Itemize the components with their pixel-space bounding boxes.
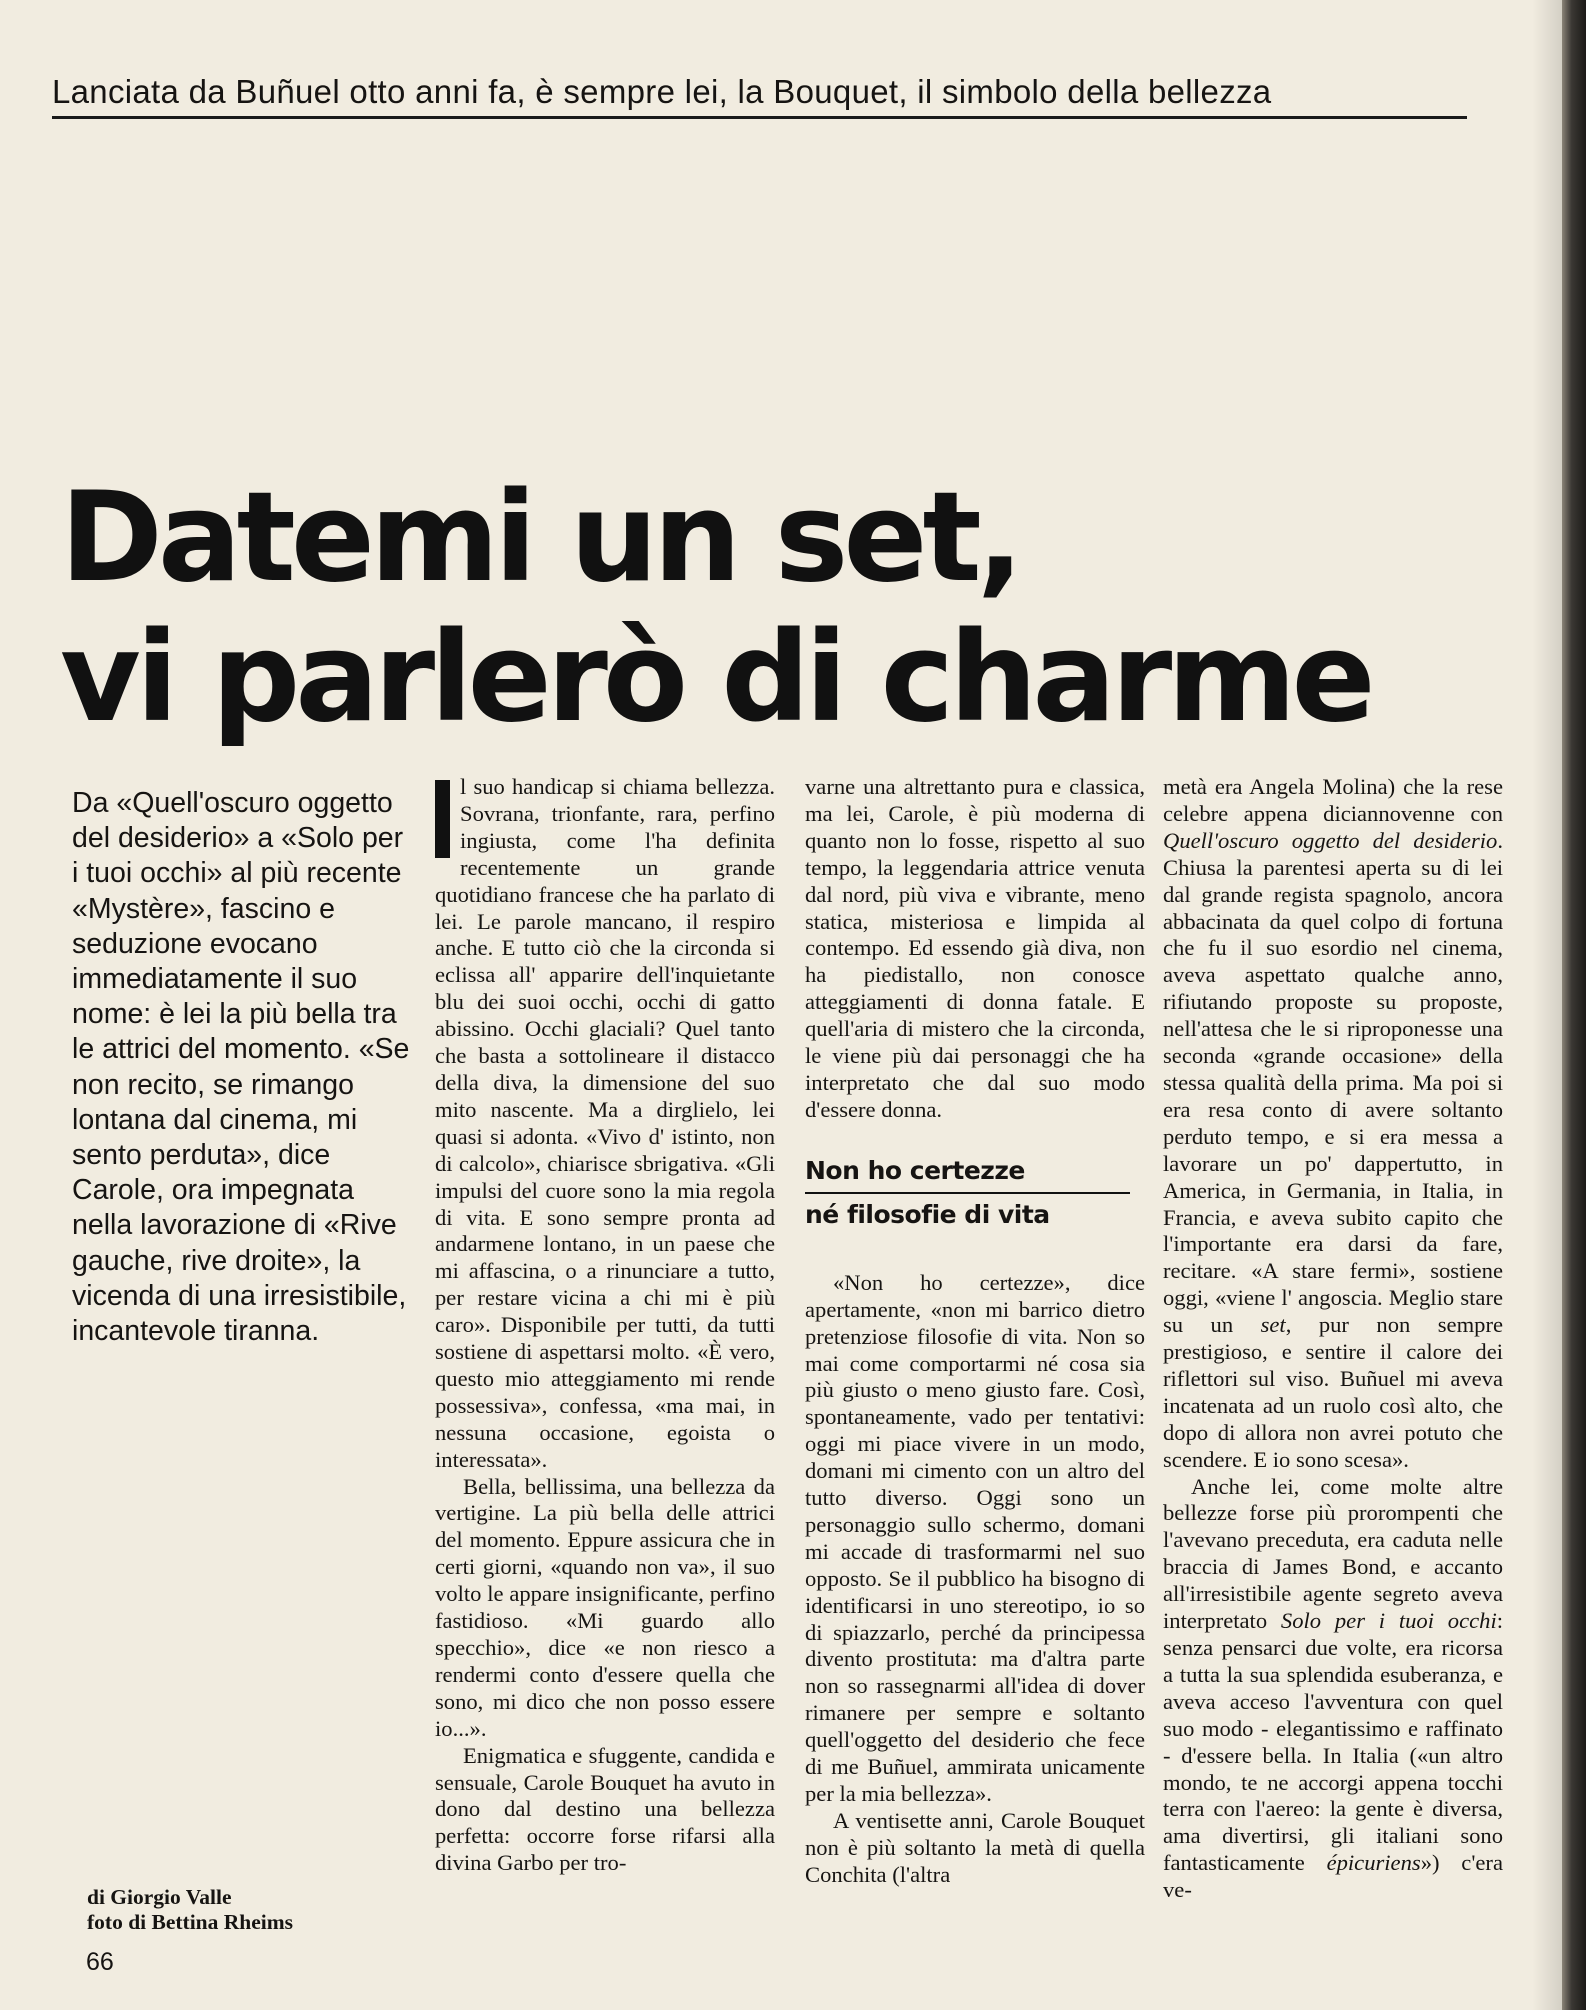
deck-intro: Da «Quell'oscuro oggetto del desiderio» a «Solo per i tuoi occhi» al più recente «Mystère», fascino e seduzione evocano immediatamente il suo nome: è lei la più bella tra le attrici del momento. «Se non recito, se rimango lontana dal cinema, mi sento perduta», dice Carole, ora impegnata nella lavorazione di «Rive gauche, rive droite», la vicenda di una irresistibile, incantevole tiranna. xyxy=(72,787,410,1348)
text-run: . Chiusa la parentesi aperta su di lei dal grande regista spagnolo, ancora abbacinata da quel colpo di fortuna che fu il suo esordio nel cinema, aveva aspettato qualche anno, rifiutando proposte su proposte, nell'attesa che le si riproponesse una seconda «grande occasione» della stessa qualità della prima. Ma poi si era resa conto di avere soltanto perduto tempo, e si era messa a lavorare un po' dappertutto, in America, in Germania, in Italia, in Francia, e aveva subito capito che l'importante era darsi da fare, recitare. «A stare fermi», sostiene oggi, «viene l' angoscia. Meglio stare su un xyxy=(1163,827,1503,1338)
headline-line-2: vi parlerò di charme xyxy=(60,606,1371,750)
headline-line-1: Datemi un set, xyxy=(60,466,1019,610)
text-run: Anche lei, come molte altre bellezze forse più prorompenti che l'avevano preceduta, era caduta nelle braccia di James Bond, e accanto all'irresistibile agente segreto aveva interpretato xyxy=(1163,1473,1503,1634)
page-gutter-shadow xyxy=(1532,0,1562,2010)
photo-credit: foto di Bettina Rheims xyxy=(87,1910,294,1934)
article-column-2 xyxy=(805,774,1145,1889)
subheading-line-1: Non ho certezze xyxy=(805,1154,1130,1194)
text-run: ») c'era ve- xyxy=(1163,1850,1503,1903)
subheading xyxy=(805,1154,1130,1236)
page-edge xyxy=(1562,0,1586,2010)
kicker-line: Lanciata da Buñuel otto anni fa, è sempre lei, la Bouquet, il simbolo della bellezza xyxy=(52,70,1467,119)
paragraph xyxy=(1163,1474,1503,1905)
paragraph: varne una altrettanto pura e classica, ma lei, Carole, è più moderna di quanto non lo fosse, rispetto al suo tempo, la leggendaria attrice venuta dal nord, più viva e vibrante, meno statica, misteriosa e limpida al contempo. Ed essendo già diva, non ha piedistallo, non conosce atteggiamenti di donna fatale. E quell'aria di mistero che la circonda, le viene più dai personaggi che ha interpretato che dal suo modo d'essere donna. xyxy=(805,774,1145,1122)
byline xyxy=(87,1885,293,1935)
film-title: Solo per i tuoi occhi xyxy=(1280,1608,1497,1634)
italic-word: set xyxy=(1260,1312,1286,1338)
article-column-1 xyxy=(435,774,775,1877)
text-run: , pur non sempre prestigioso, e sentire il calore dei riflettori sul viso. Buñuel mi aveva incatenata ad un ruolo così alto, che dopo di allora non avrei potuto che scendere. E io sono scesa». xyxy=(1163,1312,1503,1472)
text-run: metà era Angela Molina) che la rese celebre appena diciannovenne con xyxy=(1163,774,1503,826)
paragraph: Enigmatica e sfuggente, candida e sensuale, Carole Bouquet ha avuto in dono dal destino una bellezza perfetta: occorre forse rifarsi alla divina Garbo per tro- xyxy=(435,1742,775,1876)
headline xyxy=(60,468,1540,748)
paragraph: A ventisette anni, Carole Bouquet non è più soltanto la metà di quella Conchita (l'altra xyxy=(805,1807,1145,1887)
paragraph xyxy=(1163,774,1503,1474)
paragraph xyxy=(435,774,775,1474)
italic-word: épicuriens xyxy=(1326,1850,1421,1876)
text-run: : senza pensarci due volte, era ricorsa a tutta la sua splendida esuberanza, e aveva acceso l'avventura con quel suo modo - elegantissimo e raffinato - d'essere bella. In Italia («un altro mondo, te ne accorgi appena tocchi terra con l'aereo: la gente è diversa, ama divertirsi, gli italiani sono fantasticamente xyxy=(1163,1608,1503,1876)
author-credit: di Giorgio Valle xyxy=(87,1885,232,1909)
page-number: 66 xyxy=(86,1948,114,1976)
paragraph: «Non ho certezze», dice apertamente, «non mi barrico dietro pretenziose filosofie di vita. Non so mai come comportarmi né cosa sia più giusto o meno giusto fare. Così, spontaneamente, vado per tentativi: oggi mi piace vivere in un modo, domani mi cimento con un altro del tutto diverso. Oggi sono un personaggio sullo schermo, domani mi accade di trasformarmi nel suo opposto. Se il pubblico ha bisogno di identificarsi in uno stereotipo, io so di spiazzarlo, perché da principessa divento prostituta: ma d'altra parte non so rassegnarmi all'idea di dover rimanere per sempre e soltanto quell'oggetto del desiderio che fece di me Buñuel, ammirata unicamente per la mia bellezza». xyxy=(805,1269,1145,1806)
paragraph: Bella, bellissima, una bellezza da vertigine. La più bella delle attrici del momento. Eppure assicura che in certi giorni, «quando non va», il suo volto le appare insignificante, perfino fastidioso. «Mi guardo allo specchio», dice «e non riesco a rendermi conto d'essere quella che sono, mi dico che non posso essere io...». xyxy=(435,1473,775,1741)
film-title: Quell'oscuro oggetto del desiderio xyxy=(1163,827,1498,853)
drop-cap-i xyxy=(435,780,450,858)
subheading-line-2: né filosofie di vita xyxy=(805,1199,1050,1229)
paragraph-text: l suo handicap si chiama bellezza. Sovrana, trionfante, rara, perfino ingiusta, come l'ha definita recentemente un grande quotidiano francese che ha parlato di lei. Le parole mancano, il respiro anche. E tutto ciò che la circonda si eclissa all' apparire dell'inquietante blu dei suoi occhi, occhi di gatto abissino. Occhi glaciali? Quel tanto che basta a sottolineare il distacco della diva, la dimensione del suo mito nascente. Ma a dirglielo, lei quasi si adonta. «Vivo d' istinto, non di calcolo», chiarisce sbrigativa. «Gli impulsi del cuore sono la mia regola di vita. E sono sempre pronta ad andarmene lontano, in un paese che mi affascina, o a rinunciare a tutto, per restare vicina a chi mi è più caro». Disponibile per tutti, da tutti sostiene di aspettarsi molto. «È vero, questo mio atteggiamento mi rende possessiva», confessa, «ma mai, in nessuna occasione, egoista o interessata». xyxy=(435,774,775,1472)
article-column-3 xyxy=(1163,774,1503,1904)
